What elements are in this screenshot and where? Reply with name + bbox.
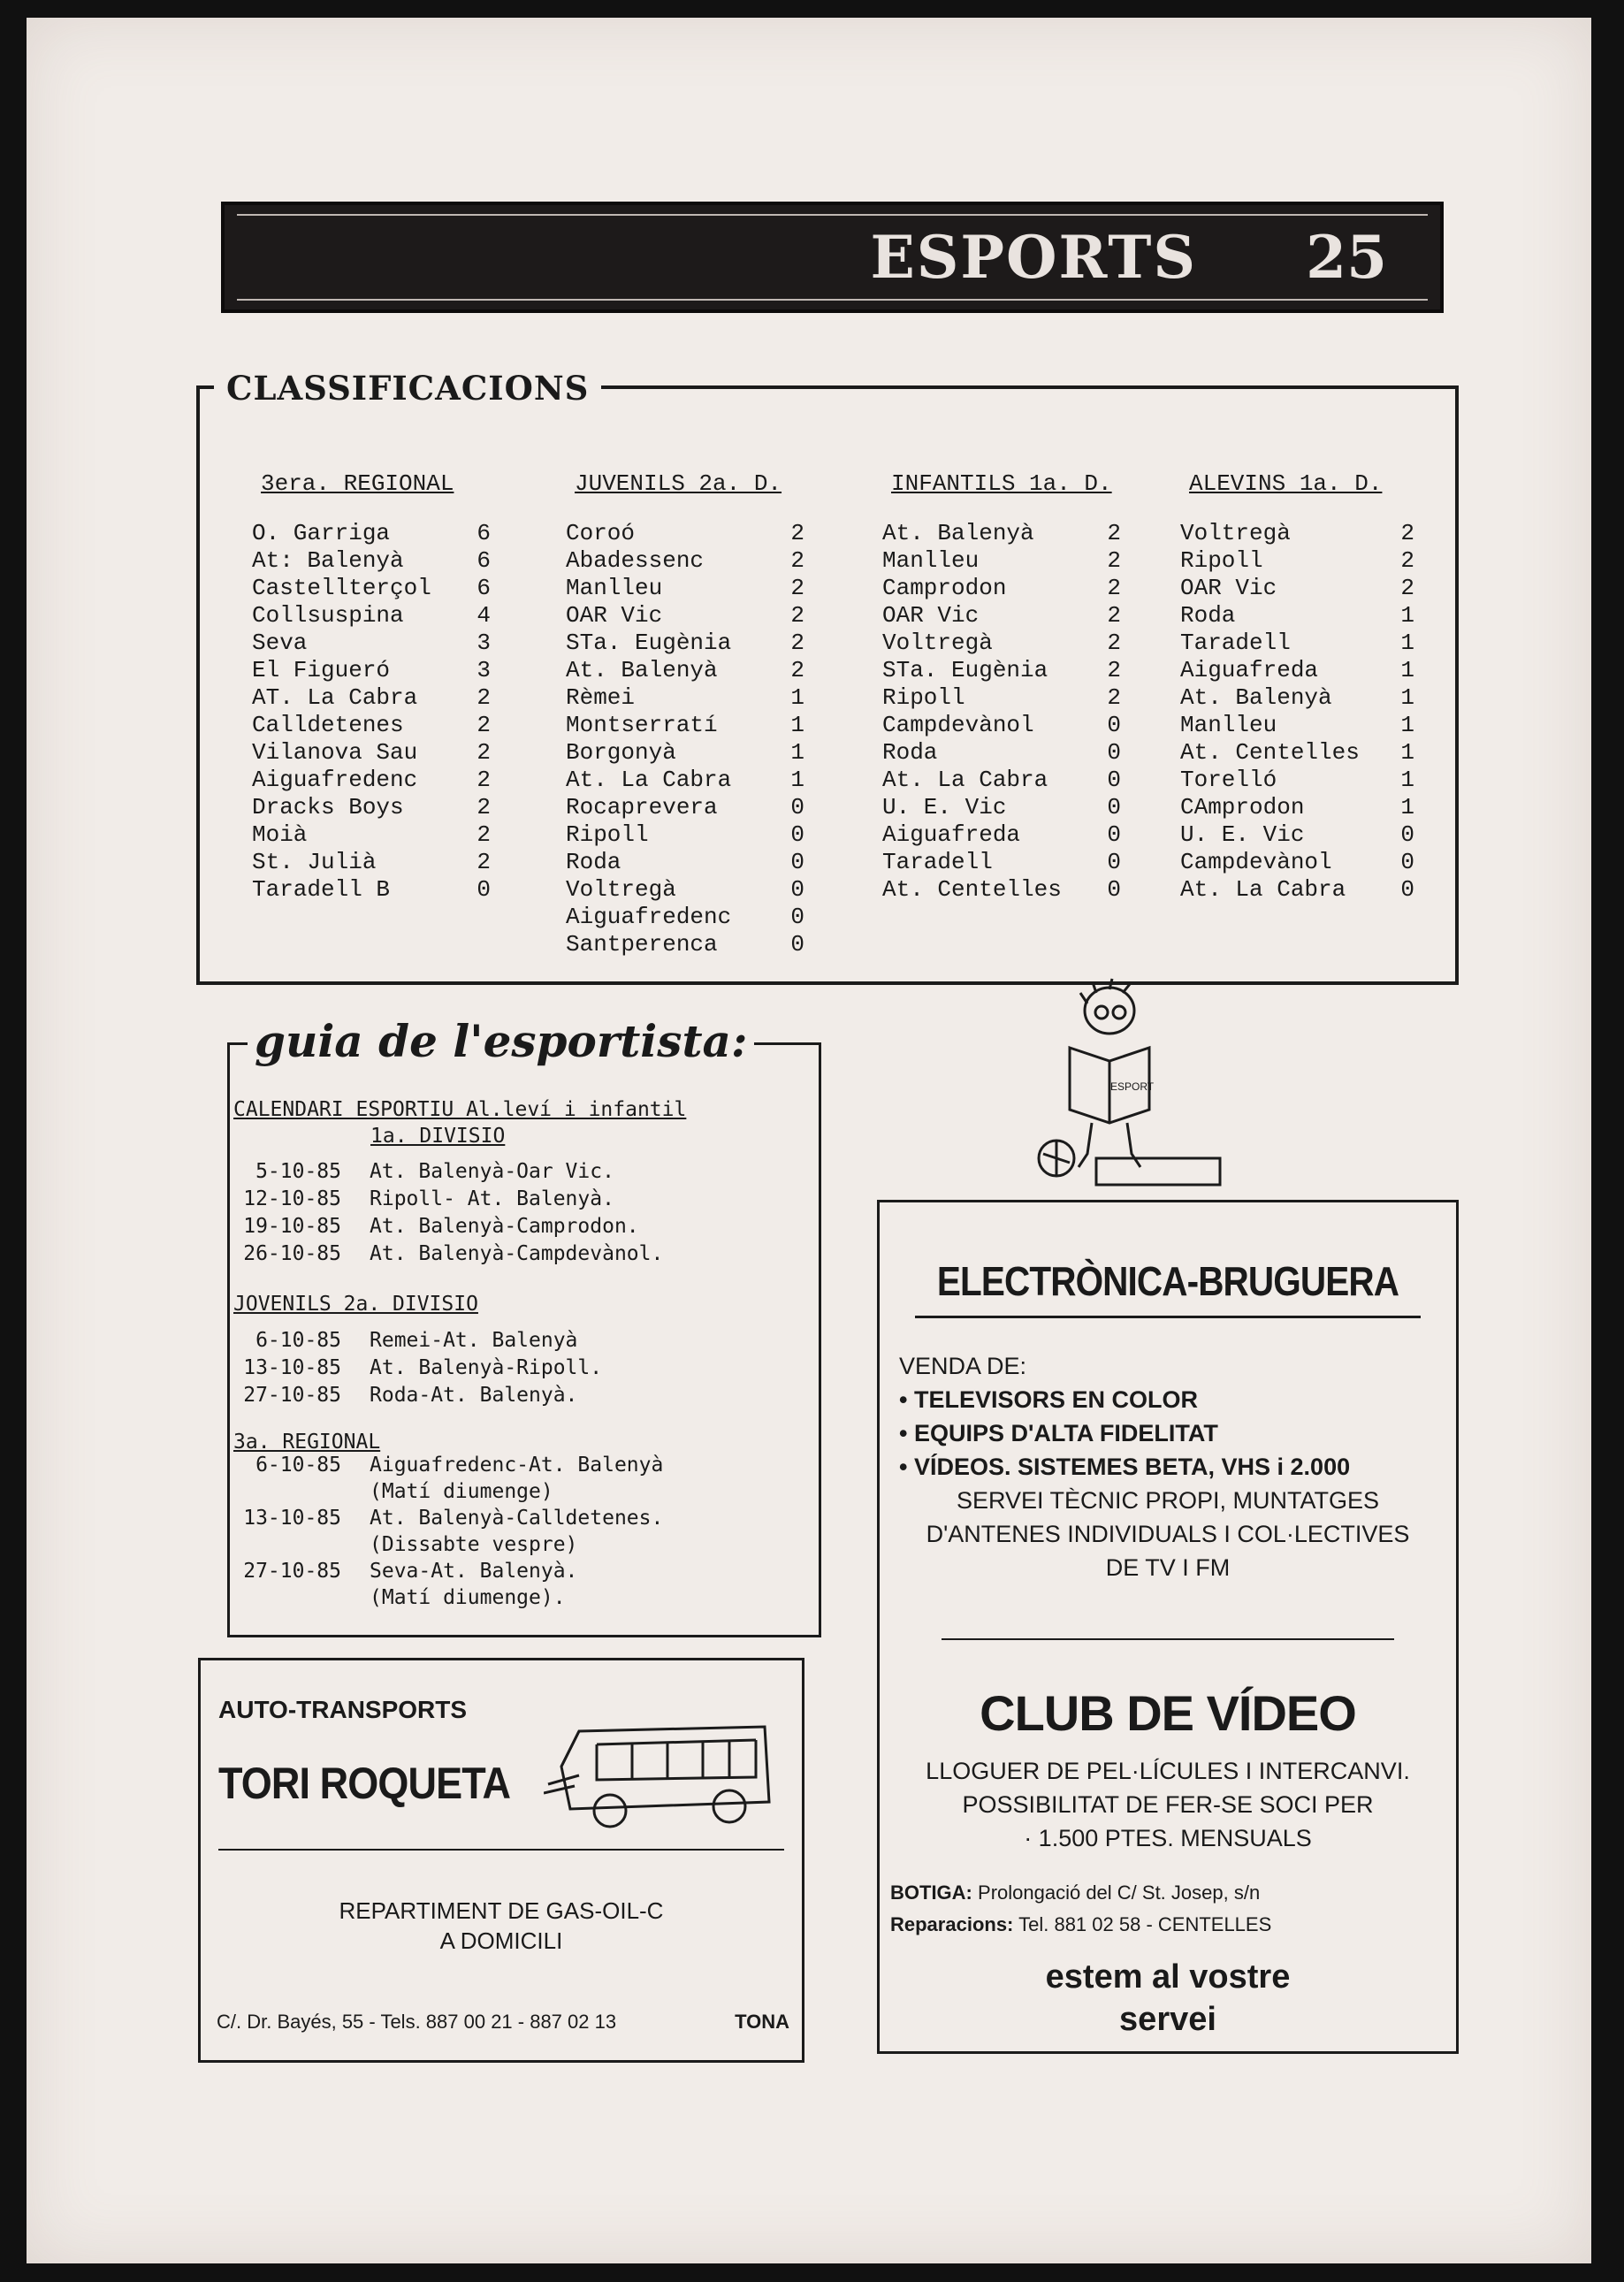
table-3era-regional — [252, 470, 491, 904]
section-banner — [221, 202, 1444, 313]
team-name: Aiguafredenc — [252, 767, 418, 793]
team-points: 0 — [790, 821, 804, 848]
team-name: At. Balenyà — [882, 520, 1034, 546]
standings-row — [1180, 575, 1414, 602]
team-name: STa. Eugènia — [566, 630, 732, 656]
botiga-label: BOTIGA: — [890, 1881, 972, 1904]
standings-row — [882, 657, 1121, 684]
team-points: 0 — [790, 849, 804, 875]
fixture-note: (Matí diumenge). — [370, 1586, 566, 1609]
team-name: Roda — [566, 849, 621, 875]
team-points: 0 — [1107, 821, 1121, 848]
team-name: At. La Cabra — [566, 767, 732, 793]
team-points: 0 — [790, 931, 804, 958]
team-points: 2 — [790, 602, 804, 629]
team-points: 2 — [477, 794, 491, 820]
standings-row — [566, 520, 804, 547]
fixture-match: At. Balenyà-Campdevànol. — [370, 1242, 664, 1265]
team-points: 1 — [1400, 602, 1414, 629]
svg-text:ESPORT: ESPORT — [1110, 1080, 1155, 1093]
team-points: 0 — [790, 904, 804, 930]
team-points: 2 — [790, 657, 804, 683]
team-points: 0 — [790, 876, 804, 903]
team-points: 2 — [790, 575, 804, 601]
team-name: Manlleu — [1180, 712, 1277, 738]
section-title: ESPORTS — [870, 223, 1197, 292]
team-points: 2 — [1107, 575, 1121, 601]
fixture-match: Ripoll- At. Balenyà. — [370, 1187, 614, 1210]
team-name: Manlleu — [882, 547, 980, 574]
team-points: 2 — [1107, 602, 1121, 629]
reparacions-phone: Tel. 881 02 58 - CENTELLES — [1018, 1913, 1272, 1935]
team-name: Collsuspina — [252, 602, 404, 629]
tori-town: TONA — [735, 2011, 789, 2033]
team-name: Vilanova Sau — [252, 739, 418, 766]
team-points: 2 — [477, 712, 491, 738]
team-name: OAR Vic — [566, 602, 663, 629]
page-number: 25 — [1306, 223, 1387, 292]
botiga-line — [890, 1881, 1260, 1904]
team-points: 2 — [790, 520, 804, 546]
club-line-1: LLOGUER DE PEL·LÍCULES I INTERCANVI. — [926, 1758, 1410, 1784]
table-heading: ALEVINS 1a. D. — [1189, 470, 1383, 497]
standings-row — [566, 712, 804, 739]
team-points: 1 — [1400, 767, 1414, 793]
standings-row — [1180, 712, 1414, 739]
team-name: Ripoll — [882, 684, 965, 711]
team-points: 3 — [477, 630, 491, 656]
servei-line-1: SERVEI TÈCNIC PROPI, MUNTATGES — [956, 1487, 1380, 1514]
team-name: O. Garriga — [252, 520, 391, 546]
standings-row — [252, 520, 491, 547]
team-name: Campdevànol — [882, 712, 1034, 738]
fixture-match: Roda-At. Balenyà. — [370, 1384, 578, 1407]
team-name: Moià — [252, 821, 308, 848]
standings-row — [882, 520, 1121, 547]
fixture-date: 6-10-85 — [255, 1329, 341, 1352]
team-points: 2 — [477, 739, 491, 766]
team-name: Seva — [252, 630, 308, 656]
regional-heading: 3a. REGIONAL — [233, 1431, 381, 1454]
product-item-video: • VÍDEOS. SISTEMES BETA, VHS i 2.000 — [899, 1454, 1351, 1480]
team-name: Montserratí — [566, 712, 718, 738]
tori-roqueta-ad — [198, 1658, 804, 2063]
venda-label: VENDA DE: — [899, 1353, 1027, 1379]
team-name: Taradell — [882, 849, 993, 875]
standings-row — [1180, 821, 1414, 849]
electronica-name: ELECTRÒNICA-BRUGUERA — [936, 1258, 1399, 1304]
team-name: Aiguafredenc — [566, 904, 732, 930]
calendar-division: 1a. DIVISIO — [370, 1125, 506, 1148]
reparacions-line — [890, 1913, 1271, 1936]
standings-row — [1180, 547, 1414, 575]
standings-row — [882, 630, 1121, 657]
team-name: At. Centelles — [882, 876, 1062, 903]
guia-title: guia de l'esportista: — [248, 1015, 754, 1067]
team-name: At. Balenyà — [566, 657, 718, 683]
team-name: At. La Cabra — [1180, 876, 1346, 903]
product-item-tv: • TELEVISORS EN COLOR — [899, 1386, 1198, 1413]
slogan-line-1: estem al vostre — [1045, 1958, 1291, 1996]
team-points: 2 — [790, 547, 804, 574]
team-points: 2 — [477, 767, 491, 793]
truck-icon — [544, 1705, 782, 1837]
team-name: Abadessenc — [566, 547, 705, 574]
team-points: 1 — [1400, 794, 1414, 820]
team-points: 1 — [790, 712, 804, 738]
standings-row — [252, 684, 491, 712]
tori-service-1: REPARTIMENT DE GAS-OIL-C — [339, 1897, 664, 1924]
fixture-match: At. Balenyà-Camprodon. — [370, 1215, 639, 1238]
cartoon-reader-illustration — [1008, 977, 1247, 1207]
table-heading: INFANTILS 1a. D. — [891, 470, 1112, 497]
tori-service-2: A DOMICILI — [439, 1927, 563, 1954]
standings-row — [882, 602, 1121, 630]
standings-row — [1180, 739, 1414, 767]
fixture-date: 5-10-85 — [255, 1160, 341, 1183]
fixture-date: 27-10-85 — [243, 1384, 341, 1407]
team-name: Dracks Boys — [252, 794, 404, 820]
servei-line-2: D'ANTENES INDIVIDUALS I COL·LECTIVES — [926, 1521, 1410, 1547]
standings-row — [566, 602, 804, 630]
team-points: 0 — [1107, 739, 1121, 766]
standings-row — [252, 794, 491, 821]
team-points: 0 — [1107, 712, 1121, 738]
team-points: 6 — [477, 547, 491, 574]
team-name: CAmprodon — [1180, 794, 1305, 820]
team-name: STa. Eugènia — [882, 657, 1048, 683]
standings-row — [1180, 849, 1414, 876]
team-points: 6 — [477, 520, 491, 546]
team-name: At. Balenyà — [1180, 684, 1332, 711]
standings-row — [252, 739, 491, 767]
fixture-date: 26-10-85 — [243, 1242, 341, 1265]
team-name: Taradell B — [252, 876, 391, 903]
team-name: Roda — [1180, 602, 1236, 629]
standings-row — [1180, 630, 1414, 657]
team-points: 0 — [1107, 849, 1121, 875]
magazine-page — [27, 18, 1591, 2263]
standings-row — [882, 876, 1121, 904]
team-name: U. E. Vic — [1180, 821, 1305, 848]
team-name: U. E. Vic — [882, 794, 1007, 820]
team-name: Castellterçol — [252, 575, 431, 601]
fixture-date: 6-10-85 — [255, 1454, 341, 1477]
standings-row — [252, 876, 491, 904]
team-name: Voltregà — [566, 876, 676, 903]
team-name: Voltregà — [1180, 520, 1291, 546]
team-points: 1 — [790, 684, 804, 711]
table-heading: 3era. REGIONAL — [261, 470, 454, 497]
standings-row — [882, 684, 1121, 712]
team-name: Taradell — [1180, 630, 1291, 656]
fixture-match: At. Balenyà-Oar Vic. — [370, 1160, 614, 1183]
tori-address: C/. Dr. Bayés, 55 - Tels. 887 00 21 - 887 02 13 — [217, 2011, 617, 2033]
team-name: Aiguafreda — [1180, 657, 1319, 683]
fixture-note: (Matí diumenge) — [370, 1480, 553, 1503]
standings-row — [882, 794, 1121, 821]
standings-row — [1180, 767, 1414, 794]
fixture-date: 13-10-85 — [243, 1356, 341, 1379]
fixture-match: At. Balenyà-Ripoll. — [370, 1356, 603, 1379]
team-points: 4 — [477, 602, 491, 629]
table-alevins — [1180, 470, 1414, 904]
team-name: Roda — [882, 739, 938, 766]
team-name: Manlleu — [566, 575, 663, 601]
team-name: Rèmei — [566, 684, 636, 711]
standings-row — [252, 602, 491, 630]
team-name: At. La Cabra — [882, 767, 1048, 793]
standings-row — [566, 767, 804, 794]
team-points: 0 — [1400, 849, 1414, 875]
team-points: 0 — [477, 876, 491, 903]
standings-row — [252, 767, 491, 794]
team-name: Torelló — [1180, 767, 1277, 793]
calendar-heading: CALENDARI ESPORTIU Al.leví i infantil — [233, 1098, 687, 1121]
standings-row — [1180, 876, 1414, 904]
club-video-title: CLUB DE VÍDEO — [980, 1685, 1356, 1741]
team-name: Aiguafreda — [882, 821, 1021, 848]
team-points: 2 — [1107, 657, 1121, 683]
standings-row — [1180, 602, 1414, 630]
team-points: 2 — [1400, 547, 1414, 574]
fixture-date: 12-10-85 — [243, 1187, 341, 1210]
team-points: 2 — [1400, 575, 1414, 601]
team-name: Rocaprevera — [566, 794, 718, 820]
standings-row — [566, 575, 804, 602]
fixture-match: Remei-At. Balenyà — [370, 1329, 578, 1352]
fixture-date: 13-10-85 — [243, 1507, 341, 1530]
standings-row — [252, 821, 491, 849]
team-points: 2 — [1107, 547, 1121, 574]
standings-row — [882, 821, 1121, 849]
standings-row — [566, 657, 804, 684]
team-name: At: Balenyà — [252, 547, 404, 574]
classifications-title: CLASSIFICACIONS — [214, 369, 601, 408]
standings-row — [252, 849, 491, 876]
standings-row — [252, 712, 491, 739]
standings-row — [252, 575, 491, 602]
team-points: 1 — [790, 739, 804, 766]
team-name: Coroó — [566, 520, 636, 546]
team-name: Santperenca — [566, 931, 718, 958]
standings-row — [882, 849, 1121, 876]
standings-row — [882, 712, 1121, 739]
standings-row — [566, 821, 804, 849]
standings-row — [566, 931, 804, 958]
team-points: 0 — [1107, 794, 1121, 820]
standings-row — [566, 904, 804, 931]
standings-row — [1180, 684, 1414, 712]
standings-row — [566, 794, 804, 821]
fixture-match: At. Balenyà-Calldetenes. — [370, 1507, 664, 1530]
product-item-hifi: • EQUIPS D'ALTA FIDELITAT — [899, 1420, 1218, 1446]
team-name: Campdevànol — [1180, 849, 1332, 875]
standings-row — [1180, 794, 1414, 821]
team-points: 2 — [1107, 520, 1121, 546]
standings-row — [252, 630, 491, 657]
botiga-address: Prolongació del C/ St. Josep, s/n — [978, 1881, 1261, 1904]
team-points: 1 — [1400, 684, 1414, 711]
team-points: 6 — [477, 575, 491, 601]
standings-row — [1180, 520, 1414, 547]
team-name: Camprodon — [882, 575, 1007, 601]
team-points: 2 — [1107, 630, 1121, 656]
team-name: Borgonyà — [566, 739, 676, 766]
team-points: 1 — [1400, 739, 1414, 766]
team-name: St. Julià — [252, 849, 377, 875]
team-name: AT. La Cabra — [252, 684, 418, 711]
team-points: 1 — [1400, 712, 1414, 738]
team-points: 1 — [1400, 657, 1414, 683]
team-name: El Figueró — [252, 657, 391, 683]
team-points: 0 — [1107, 767, 1121, 793]
team-points: 2 — [477, 821, 491, 848]
team-points: 1 — [790, 767, 804, 793]
team-points: 0 — [1400, 821, 1414, 848]
team-name: Calldetenes — [252, 712, 404, 738]
standings-row — [566, 630, 804, 657]
team-name: OAR Vic — [882, 602, 980, 629]
table-infantils — [882, 470, 1121, 904]
table-juvenils — [566, 470, 804, 958]
standings-row — [252, 657, 491, 684]
team-name: OAR Vic — [1180, 575, 1277, 601]
standings-row — [566, 684, 804, 712]
team-points: 0 — [1107, 876, 1121, 903]
team-points: 2 — [477, 849, 491, 875]
reparacions-label: Reparacions: — [890, 1913, 1014, 1935]
team-name: Ripoll — [566, 821, 649, 848]
club-line-3: · 1.500 PTES. MENSUALS — [1024, 1825, 1312, 1851]
team-points: 2 — [1107, 684, 1121, 711]
team-name: Voltregà — [882, 630, 993, 656]
fixture-date: 19-10-85 — [243, 1215, 341, 1238]
team-points: 2 — [790, 630, 804, 656]
standings-row — [566, 547, 804, 575]
juvenils-heading: JOVENILS 2a. DIVISIO — [233, 1293, 478, 1316]
standings-row — [252, 547, 491, 575]
servei-line-3: DE TV I FM — [1105, 1554, 1231, 1581]
standings-row — [882, 739, 1121, 767]
team-points: 1 — [1400, 630, 1414, 656]
team-name: At. Centelles — [1180, 739, 1360, 766]
fixture-date: 27-10-85 — [243, 1560, 341, 1583]
standings-row — [882, 767, 1121, 794]
team-points: 2 — [477, 684, 491, 711]
standings-row — [882, 575, 1121, 602]
team-points: 0 — [1400, 876, 1414, 903]
electronica-bruguera-ad — [877, 1200, 1459, 2054]
fixture-match: Seva-At. Balenyà. — [370, 1560, 578, 1583]
tori-kicker: AUTO-TRANSPORTS — [218, 1696, 468, 1723]
team-name: Ripoll — [1180, 547, 1263, 574]
club-line-2: POSSIBILITAT DE FER-SE SOCI PER — [962, 1791, 1374, 1818]
standings-row — [566, 739, 804, 767]
slogan-line-2: servei — [1119, 2001, 1216, 2038]
standings-row — [1180, 657, 1414, 684]
team-points: 0 — [790, 794, 804, 820]
table-heading: JUVENILS 2a. D. — [575, 470, 782, 497]
standings-row — [566, 876, 804, 904]
tori-name: TORI ROQUETA — [218, 1759, 511, 1808]
fixture-match: Aiguafredenc-At. Balenyà — [370, 1454, 664, 1477]
standings-row — [882, 547, 1121, 575]
standings-row — [566, 849, 804, 876]
team-points: 3 — [477, 657, 491, 683]
fixture-note: (Dissabte vespre) — [370, 1533, 578, 1556]
team-points: 2 — [1400, 520, 1414, 546]
